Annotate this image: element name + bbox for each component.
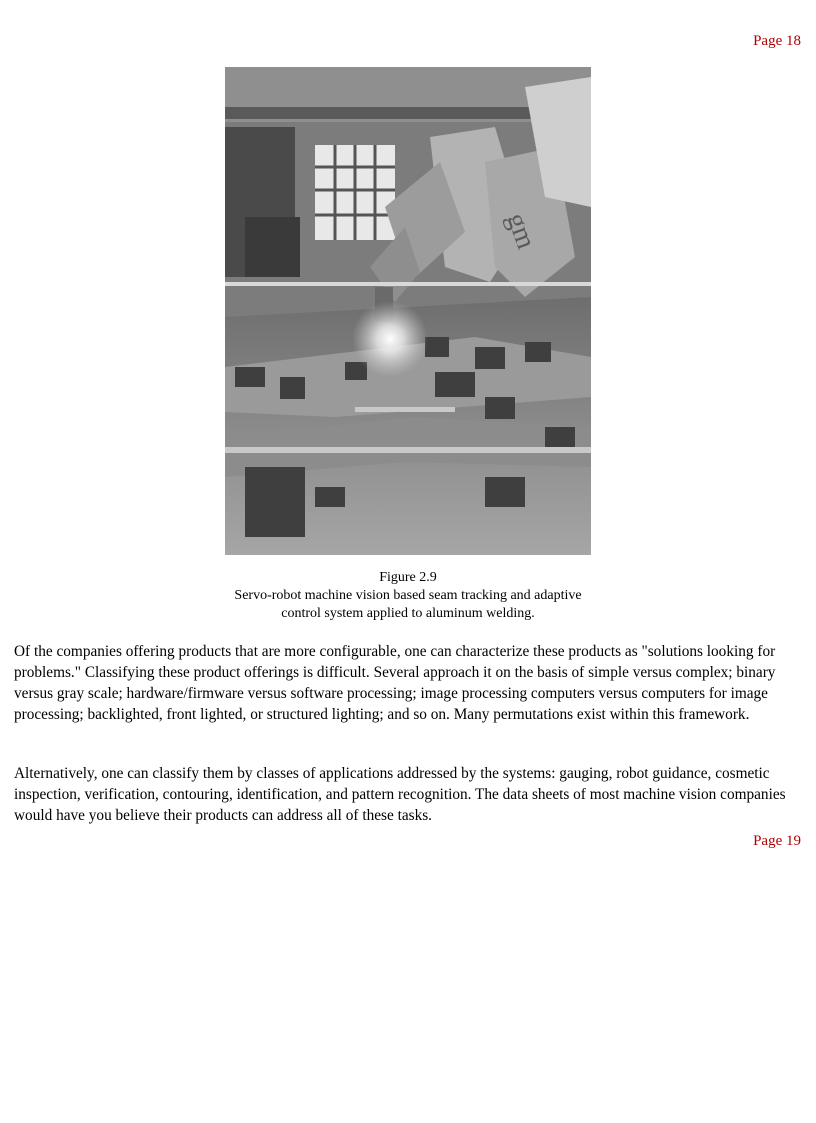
welding-arc-glow [352, 301, 428, 377]
body-paragraph: Of the companies offering products that are more configurable, one can characterize these products as "solutions looking for problems." Classifying these product offerings is difficult. Several approach it on the basis of simple versus complex; binary versus gray scale; hardware/firmware versus software processing; image processing computers versus computers for image processing; backlighted, front lighted, or structured lighting; and so on. Many permutations exist within this framework. [14, 643, 776, 723]
robot-logo: gm [500, 208, 542, 254]
figure-caption [0, 569, 816, 623]
figure-caption-line-2: control system applied to aluminum welding. [281, 606, 535, 621]
welding-robot-photo [225, 67, 591, 555]
page-number-bottom: Page 19 [753, 833, 801, 849]
page-number-top: Page 18 [753, 33, 801, 49]
factory-window [315, 145, 395, 240]
body-paragraph: Alternatively, one can classify them by classes of applications addressed by the systems: gauging, robot guidance, cosmetic inspection, verification, contouring, identification, and pattern recognition. The data sheets of most machine vision companies would have you believe their products can address all of these tasks. [14, 765, 786, 824]
figure-photo-welding-robot [225, 67, 591, 555]
figure-label: Figure 2.9 [379, 570, 437, 585]
figure-caption-line-1: Servo-robot machine vision based seam tracking and adaptive [234, 588, 582, 603]
